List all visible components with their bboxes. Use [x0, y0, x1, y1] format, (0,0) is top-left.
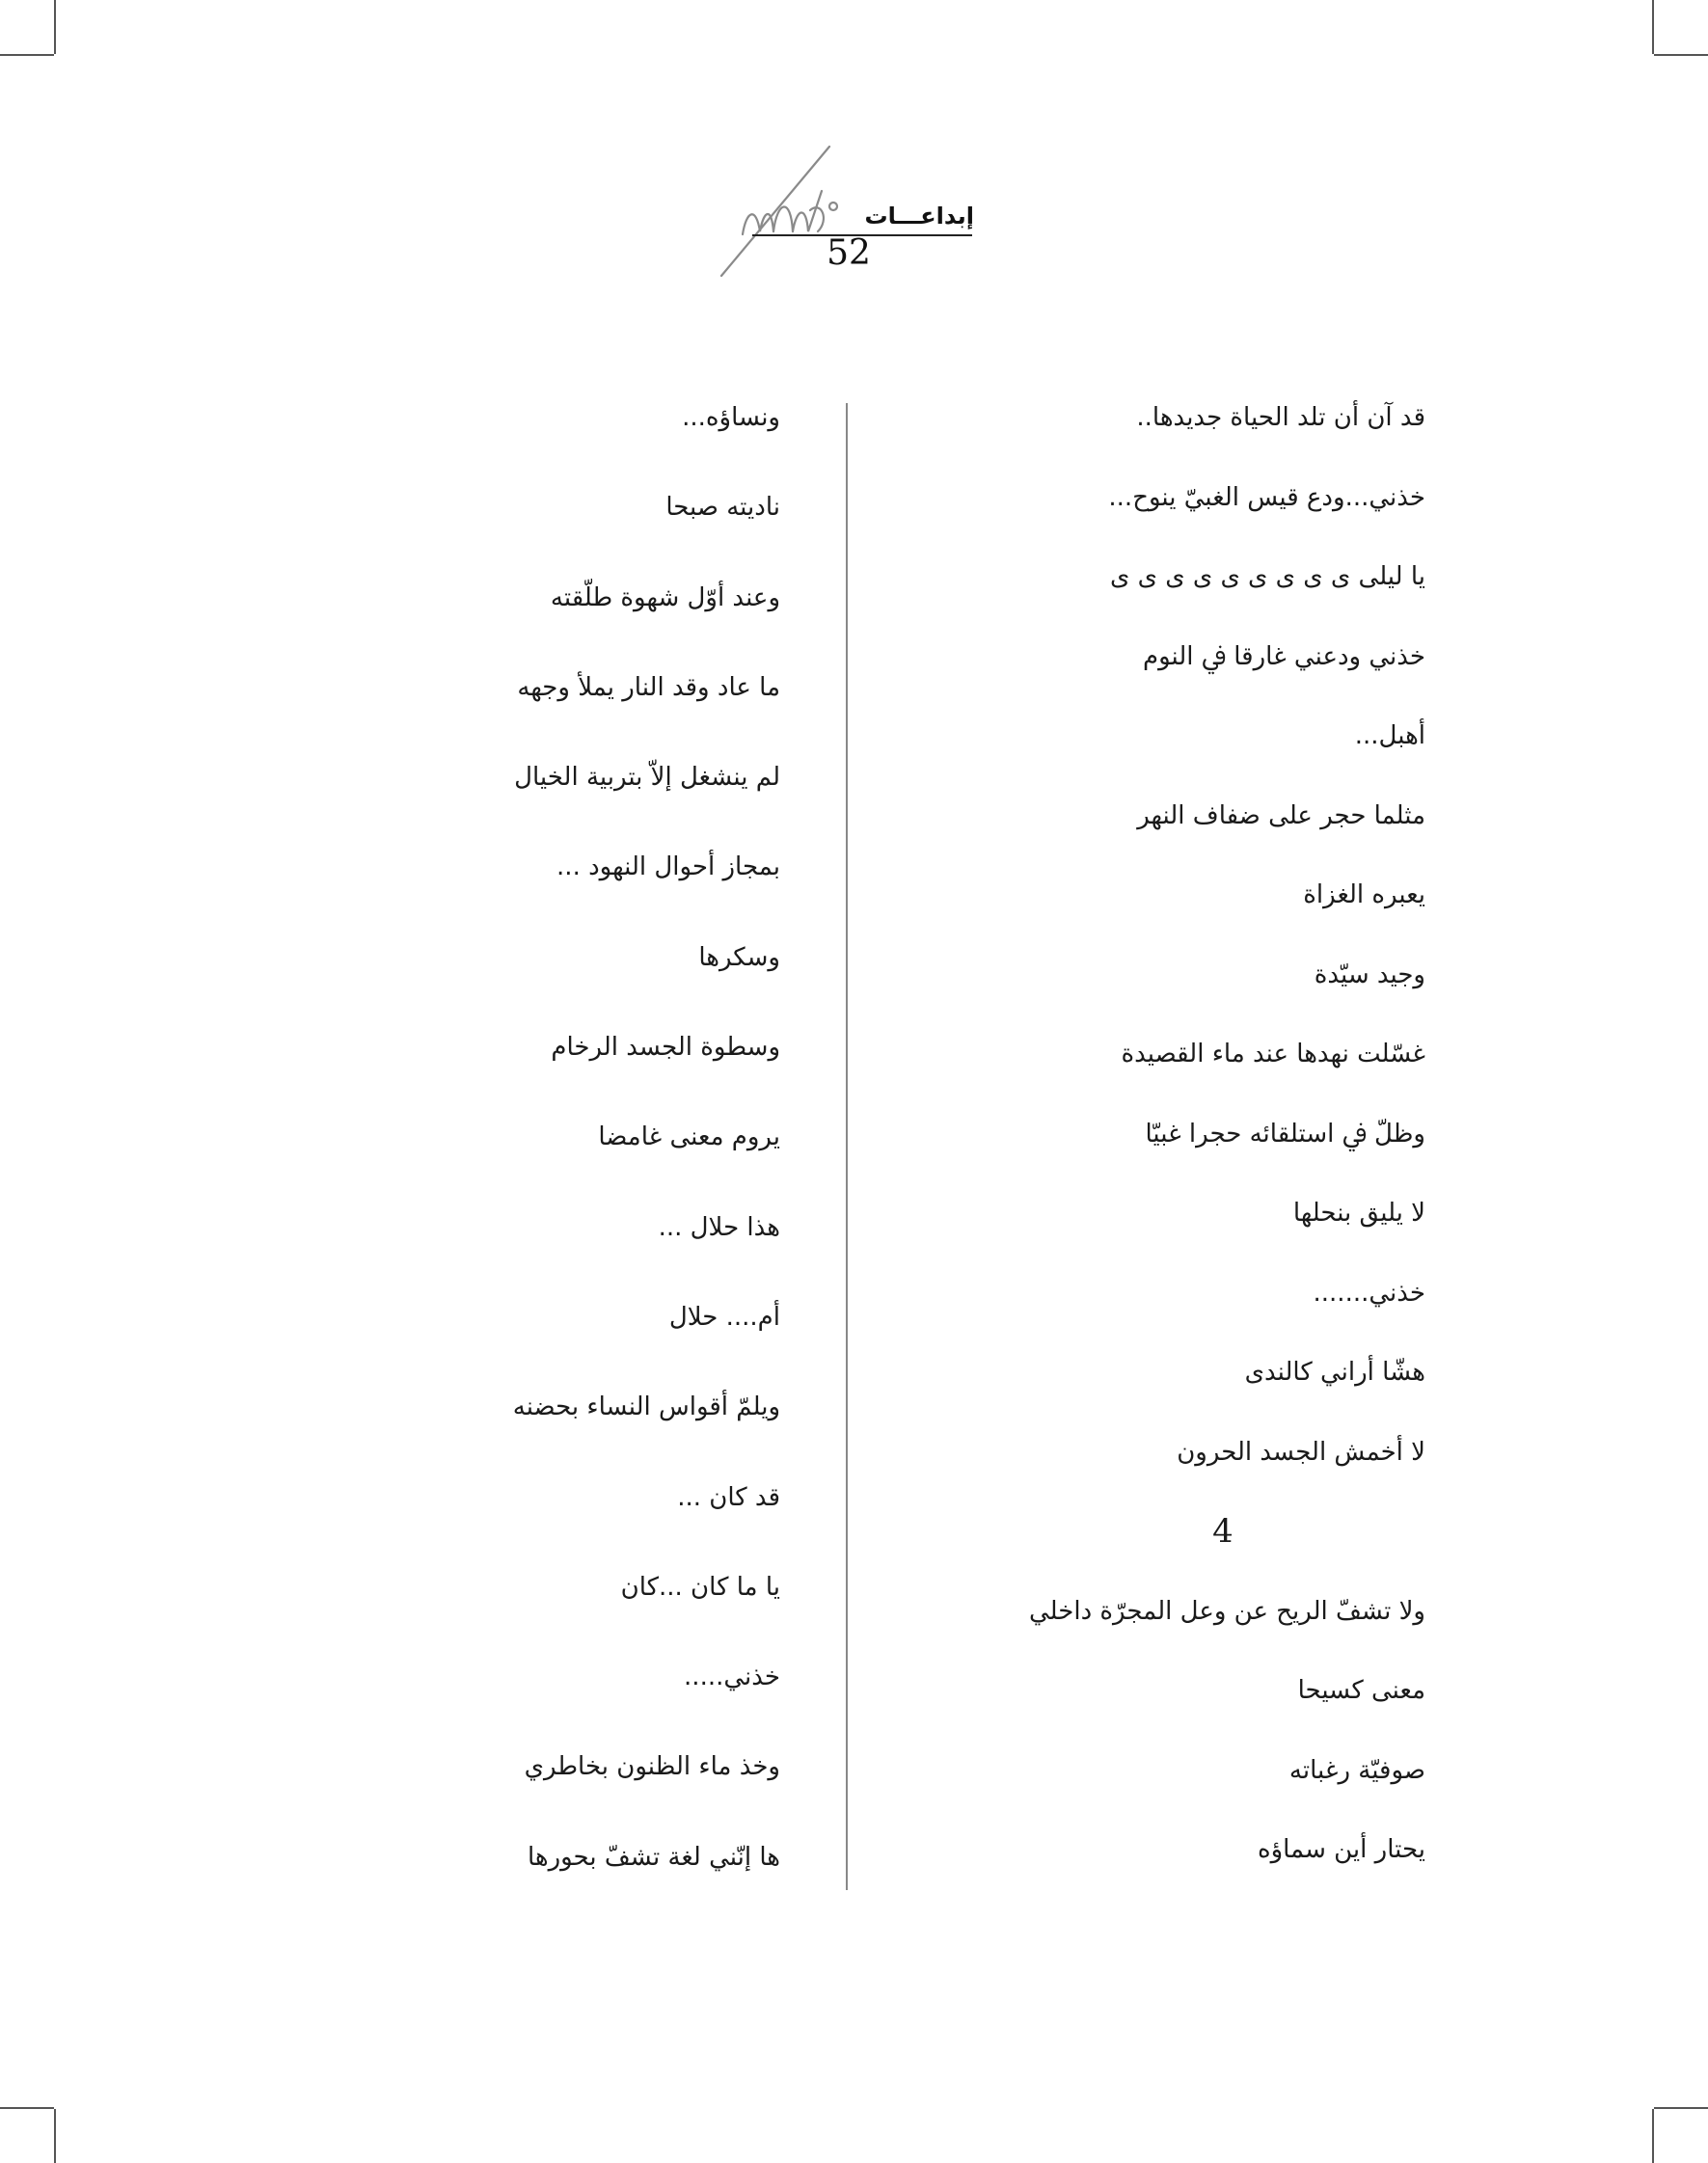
crop-mark-bottom-left-h	[0, 2107, 54, 2109]
poem-line: مثلما حجر على ضفاف النهر	[1137, 800, 1425, 830]
crop-mark-top-right	[1652, 0, 1654, 54]
column-divider	[846, 403, 848, 1890]
poem-line: خذني ودعني غارقا ﰲ النوم	[1143, 641, 1425, 671]
poem-line: بمجاز أحوال النهود ...	[556, 852, 780, 882]
crop-mark-bottom-right-h	[1654, 2107, 1708, 2109]
poem-line: هذا حلال ...	[658, 1212, 780, 1242]
poem-line: وسكرها	[698, 942, 780, 972]
poem-line: ونساؤه...	[682, 403, 780, 432]
poem-line: معنى كسيحا	[1297, 1676, 1425, 1705]
poem-line: يا ليلى ى ى ى ى ى ى ى ى ى	[1109, 562, 1425, 591]
poem-line: يعبره الغزاة	[1303, 880, 1425, 909]
crop-mark-bottom-left	[54, 2109, 56, 2163]
poem-line: لم ينشغل إلاّ بتربية الخيال	[514, 763, 780, 793]
crop-mark-bottom-right	[1652, 2109, 1654, 2163]
poem-line: وخذ ماء الظنون بخاطري	[524, 1752, 780, 1782]
poem-line: ها إنّني لغة تشفّ بحورها	[527, 1842, 780, 1872]
crop-mark-top-right-h	[1654, 54, 1708, 56]
poem-line: لا أخمش الجسد الحرون	[1177, 1437, 1425, 1467]
poem-line: أم.... حلال	[668, 1302, 780, 1332]
poem-line: خذني.....	[684, 1663, 780, 1692]
poem-line: أهبل...	[1354, 721, 1425, 750]
poem-line: لا يليق بنحلها	[1292, 1199, 1425, 1228]
poem-line: صوفيّة رغباته	[1288, 1755, 1425, 1785]
poem-line: غسّلت نهدها عند ماء القصيدة	[1121, 1040, 1425, 1068]
poem-column-right	[885, 395, 1425, 1907]
poem-line: قد كان ...	[677, 1482, 780, 1512]
poem-line: خذني...ودع قيس الغبيّ ينوح...	[1108, 482, 1425, 512]
poem-line: ناديته صبحا	[665, 493, 780, 523]
poem-line: وعند أوّل شهوة طلّقته	[550, 582, 780, 612]
poem-line: ولا تشفّ الريح عن وعل المجرّة داخلي	[1029, 1596, 1425, 1626]
poem-line: يا ما كان ...كان	[620, 1572, 780, 1602]
section-label: إبداعـــات	[864, 203, 974, 230]
crop-mark-top-left	[54, 0, 56, 54]
poem-line: يروم معنى غامضا	[598, 1122, 780, 1152]
poem-line: يحتار أين سماؤه	[1257, 1835, 1425, 1864]
poem-line: وجيد سيّدة	[1314, 960, 1425, 989]
poem-line: قد آن أن تلد الحياة جديدها..	[1136, 403, 1425, 432]
poem-line: ويلمّ أقواس النساء بحضنه	[512, 1392, 780, 1422]
stanza-number: 4	[1212, 1512, 1234, 1551]
poem-line: وظلّ ﰲ استلقائه حجرا غبيّا	[1145, 1119, 1425, 1149]
poem-column-left	[240, 395, 780, 1925]
poem-line: ما عاد وقد النار يملأ وجهه	[517, 672, 780, 702]
poem-line: هشّا أراني كالندى	[1244, 1358, 1425, 1387]
page-number: 52	[827, 233, 871, 273]
poem-line: خذني.......	[1313, 1278, 1425, 1308]
poem-line: وسطوة الجسد الرخام	[551, 1033, 780, 1063]
crop-mark-top-left-h	[0, 54, 54, 56]
